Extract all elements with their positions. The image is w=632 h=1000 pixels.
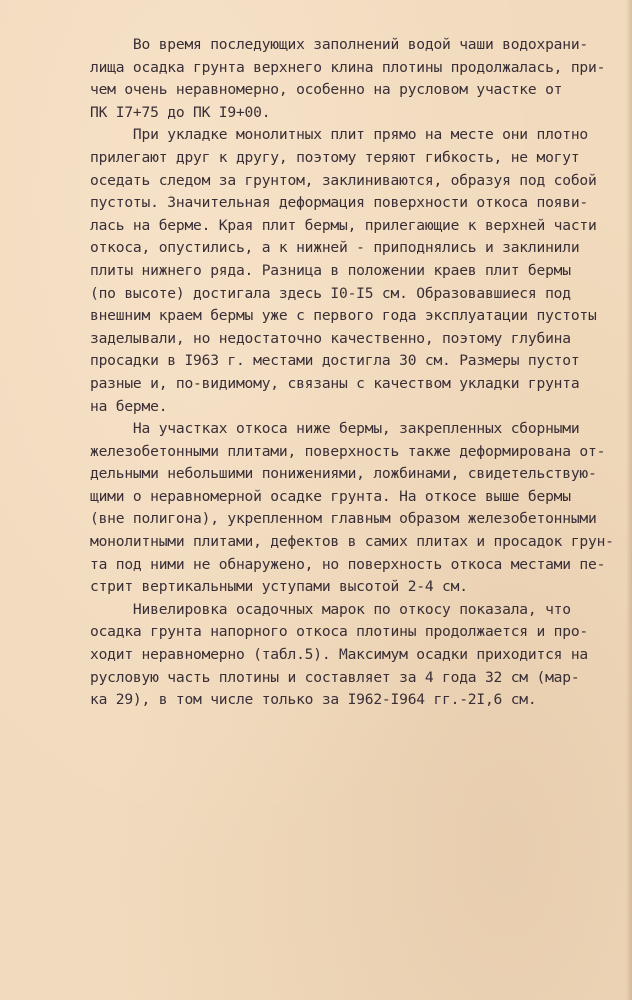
paragraph-3 <box>90 418 620 599</box>
text-line: дельными небольшими понижениями, ложбинами, свидетельствую- <box>90 465 597 483</box>
text-line: оседать следом за грунтом, заклиниваются, образуя под собой <box>90 171 597 189</box>
text-line: Во время последующих заполнений водой чаши водохрани- <box>90 36 588 53</box>
text-line: русловую часть плотины и составляет за 4 года 32 см (мар- <box>90 668 580 686</box>
text-line: ПК I7+75 до ПК I9+00. <box>90 103 271 121</box>
text-line: железобетонными плитами, поверхность также деформирована от- <box>90 442 606 460</box>
text-line: лась на берме. Края плит бермы, прилегающие к верхней части <box>90 216 597 234</box>
text-line: монолитными плитами, дефектов в самих плитах и просадок грун- <box>90 533 614 551</box>
document-text <box>90 34 620 712</box>
text-line: На участках откоса ниже бермы, закрепленных сборными <box>90 420 580 438</box>
text-line: ка 29), в том числе только за I962-I964 гг.-2I,6 см. <box>90 691 537 709</box>
text-line: (по высоте) достигала здесь I0-I5 см. Образовавшиеся под <box>90 284 571 302</box>
text-line: Нивелировка осадочных марок по откосу показала, что <box>90 600 571 618</box>
text-line: просадки в I963 г. местами достигла 30 см. Размеры пустот <box>90 352 580 370</box>
paragraph-1 <box>90 34 620 124</box>
paragraph-4 <box>90 599 620 712</box>
text-line: чем очень неравномерно, особенно на русловом участке от <box>90 81 563 99</box>
text-line: (вне полигона), укрепленном главным образом железобетонными <box>90 510 597 528</box>
text-line: щими о неравномерной осадке грунта. На откосе выше бермы <box>90 487 571 505</box>
text-line: пустоты. Значительная деформация поверхности откоса появи- <box>90 194 588 212</box>
text-line: внешним краем бермы уже с первого года эксплуатации пустоты <box>90 307 597 325</box>
text-line: ходит неравномерно (табл.5). Максимум осадки приходится на <box>90 646 588 664</box>
text-line: та под ними не обнаружено, но поверхность откоса местами пе- <box>90 555 606 573</box>
text-line: лища осадка грунта верхнего клина плотины продолжалась, при- <box>90 58 606 76</box>
text-line: стрит вертикальными уступами высотой 2-4 см. <box>90 578 468 596</box>
text-line: заделывали, но недостаточно качественно, поэтому глубина <box>90 329 571 347</box>
page-edge-shadow <box>626 0 632 1000</box>
text-line: осадка грунта напорного откоса плотины продолжается и про- <box>90 623 588 641</box>
text-line: прилегают друг к другу, поэтому теряют гибкость, не могут <box>90 148 580 166</box>
text-line: разные и, по-видимому, связаны с качеством укладки грунта <box>90 374 580 392</box>
text-line: При укладке монолитных плит прямо на месте они плотно <box>90 126 588 144</box>
paragraph-2 <box>90 124 620 418</box>
text-line: плиты нижнего ряда. Разница в положении краев плит бермы <box>90 261 571 279</box>
text-line: откоса, опустились, а к нижней - приподнялись и заклинили <box>90 239 580 257</box>
text-line: на берме. <box>90 397 168 415</box>
